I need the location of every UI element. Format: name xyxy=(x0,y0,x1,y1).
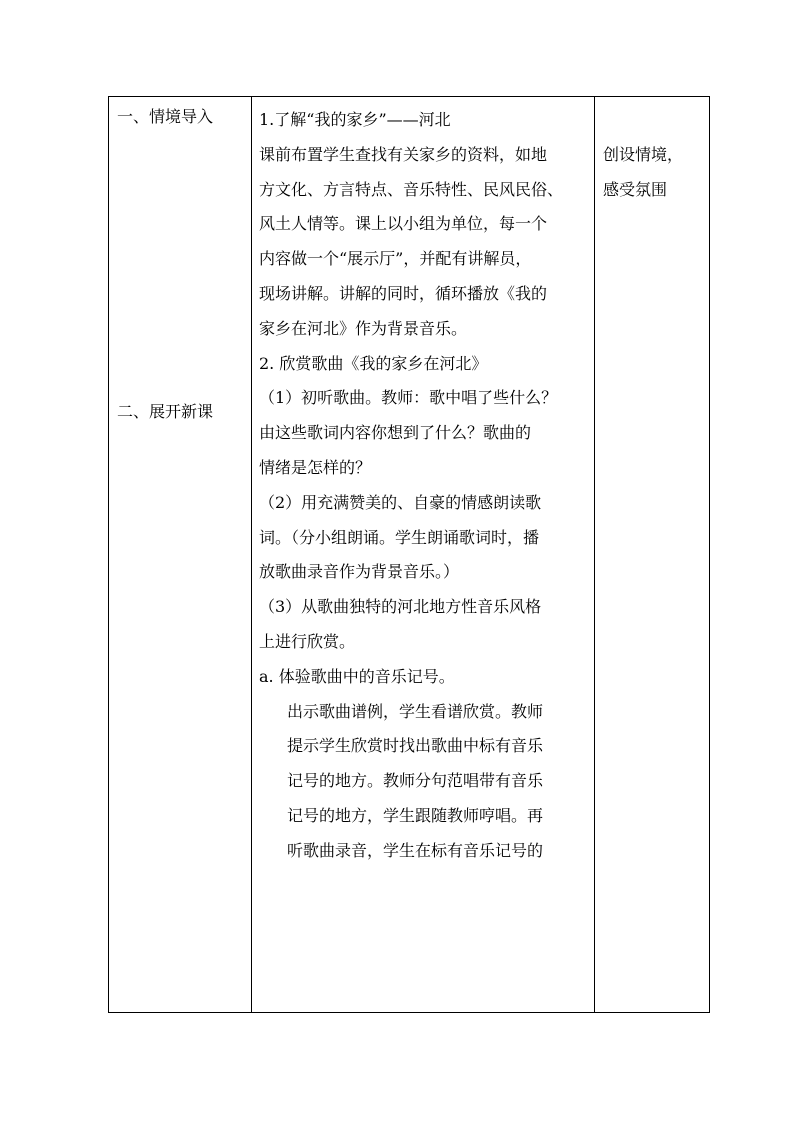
content-line: 由这些歌词内容你想到了什么？歌曲的 xyxy=(259,423,532,443)
content-line: 出示歌曲谱例，学生看谱欣赏。教师 xyxy=(287,701,544,721)
table-row xyxy=(109,97,710,1013)
note-line: 创设情境， xyxy=(603,145,684,164)
content-line: 风土人情等。课上以小组为单位，每一个 xyxy=(259,214,548,234)
content-line: 内容做一个“展示厅”，并配有讲解员， xyxy=(259,249,532,269)
content-line: （2）用充满赞美的、自豪的情感朗读歌 xyxy=(259,492,542,512)
stage-label-intro: 一、情境导入 xyxy=(117,107,214,126)
lesson-plan-table xyxy=(108,96,710,1013)
lesson-content xyxy=(252,97,594,869)
content-line: 1.了解“我的家乡”——河北 xyxy=(259,110,451,129)
content-line: 提示学生欣赏时找出歌曲中标有音乐 xyxy=(287,736,544,756)
content-line: （3）从歌曲独特的河北地方性音乐风格 xyxy=(259,597,542,617)
stage-column xyxy=(109,97,252,1013)
content-line: 情绪是怎样的？ xyxy=(259,457,372,477)
content-line: 词。（分小组朗诵。学生朗诵歌词时，播 xyxy=(259,527,540,547)
content-line: 记号的地方。教师分句范唱带有音乐 xyxy=(287,771,544,791)
content-column xyxy=(252,97,595,1013)
stage-label-new-lesson: 二、展开新课 xyxy=(117,402,214,421)
content-line: 听歌曲录音，学生在标有音乐记号的 xyxy=(287,840,544,860)
content-line: 方文化、方言特点、音乐特性、民风民俗、 xyxy=(259,179,564,199)
content-line: 记号的地方，学生跟随教师哼唱。再 xyxy=(287,805,544,825)
notes-column xyxy=(595,97,710,1013)
content-line: 上进行欣赏。 xyxy=(259,631,356,651)
design-intent xyxy=(595,97,709,208)
content-line: a. 体验歌曲中的音乐记号。 xyxy=(259,666,455,686)
content-line: 现场讲解。讲解的同时，循环播放《我的 xyxy=(259,283,548,303)
content-line: 2. 欣赏歌曲《我的家乡在河北》 xyxy=(259,353,488,373)
content-line: 课前布置学生查找有关家乡的资料，如地 xyxy=(259,144,548,164)
content-line: 放歌曲录音作为背景音乐。） xyxy=(259,562,460,582)
content-line: 家乡在河北》作为背景音乐。 xyxy=(259,318,468,338)
content-line: （1）初听歌曲。教师：歌中唱了些什么？ xyxy=(259,388,558,408)
note-line: 感受氛围 xyxy=(603,179,668,199)
